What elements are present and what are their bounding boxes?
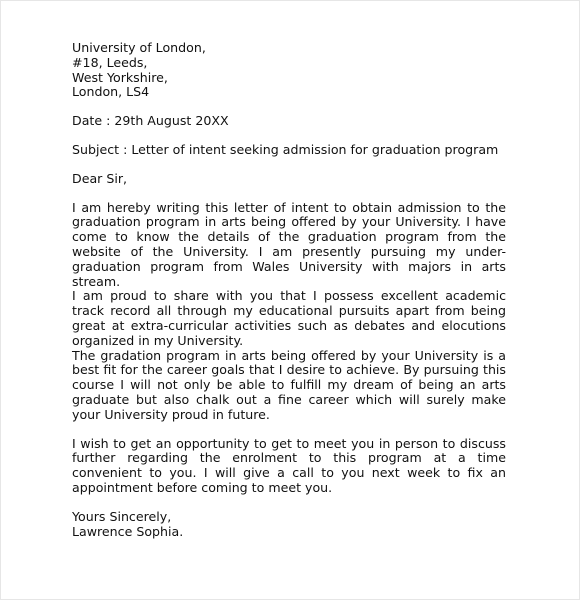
letter-closing bbox=[72, 510, 506, 540]
paragraph: The gradation program in arts being offered by your University is a best fit for the career goals that I desire to achieve. By pursuing this course I will not only be able to fulfill my dream of being an arts graduate but also chalk out a fine career which will surely make your University proud in future. bbox=[72, 347, 506, 422]
address-line: #18, Leeds, bbox=[72, 54, 148, 70]
address-line: London, LS4 bbox=[72, 84, 150, 100]
salutation: Dear Sir, bbox=[72, 170, 128, 186]
letter-body bbox=[72, 41, 506, 539]
address-line: West Yorkshire, bbox=[72, 69, 168, 85]
valediction: Yours Sincerely, bbox=[72, 508, 172, 524]
letter-subject: Subject : Letter of intent seeking admission for graduation program bbox=[72, 141, 499, 157]
recipient-address bbox=[72, 41, 506, 100]
paragraph: I am proud to share with you that I possess excellent academic track record all through my educational pursuits apart from being great at extra-curricular activities such as debates and elocutions organized in my University. bbox=[72, 288, 506, 348]
letter-date: Date : 29th August 20XX bbox=[72, 113, 229, 129]
signature-name: Lawrence Sophia. bbox=[72, 523, 184, 539]
address-line: University of London, bbox=[72, 40, 206, 55]
letter-content bbox=[72, 201, 506, 496]
paragraph: I am hereby writing this letter of intent to obtain admission to the graduation program in arts being offered by your University. I have come to know the details of the graduation program from the website of the University. I am presently pursuing my under-graduation program from Wales University with majors in arts stream. bbox=[72, 199, 506, 289]
paragraph: I wish to get an opportunity to get to meet you in person to discuss further regarding the enrolment to this program at a time convenient to you. I will give a call to you next week to fix an appointment before coming to meet you. bbox=[72, 435, 506, 495]
